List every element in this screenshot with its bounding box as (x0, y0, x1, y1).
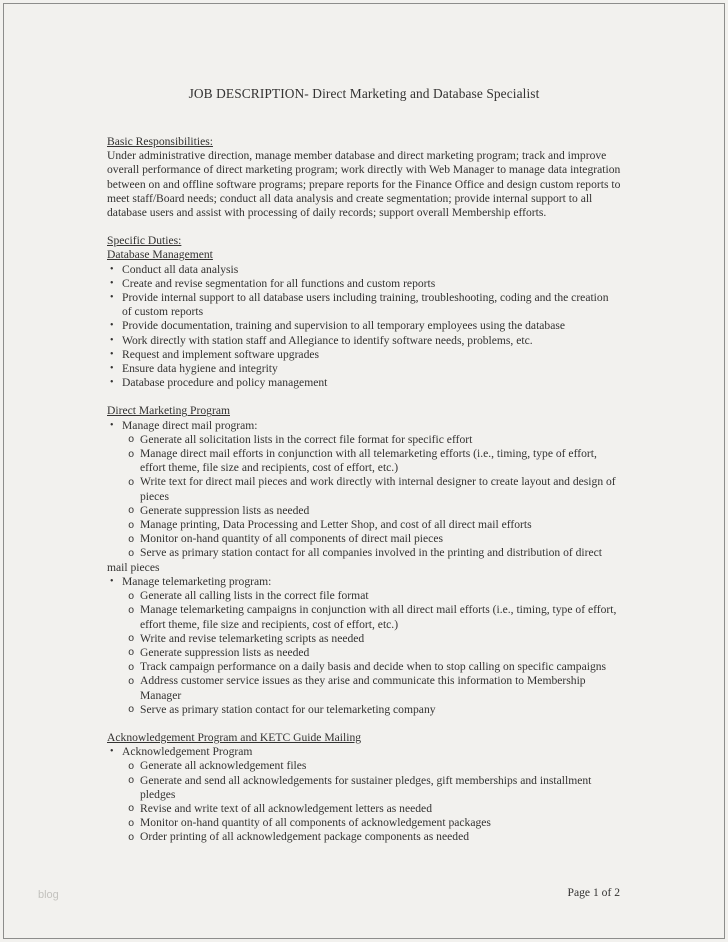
circle-bullet-icon: o (128, 633, 135, 646)
document-content (107, 86, 621, 845)
list-item-text: Acknowledgement Program (122, 745, 253, 759)
list-item (128, 518, 621, 532)
list-item (107, 334, 621, 348)
list-item-text: Database procedure and policy management (122, 376, 328, 390)
circle-bullet-icon: o (128, 476, 135, 489)
list-item-text: Serve as primary station contact for our telemarketing company (140, 702, 436, 716)
circle-bullet-icon: o (128, 817, 135, 830)
list-item-text: Generate all calling lists in the correct file format (140, 589, 369, 603)
section-heading: Specific Duties: (107, 234, 182, 248)
section-heading: Basic Responsibilities: (107, 135, 213, 148)
circle-bullet-icon: o (128, 448, 135, 461)
circle-bullet-icon: o (128, 760, 135, 773)
section (107, 731, 621, 845)
bullet-icon: • (110, 292, 114, 304)
list-item-text: Address customer service issues as they arise and communicate this information to Membership Manager (140, 674, 586, 702)
list-item-text: Manage direct mail program: (122, 418, 258, 432)
list-item (128, 703, 621, 717)
list-item-text: Manage printing, Data Processing and Letter Shop, and cost of all direct mail efforts (140, 518, 532, 532)
circle-bullet-icon: o (128, 803, 135, 816)
list-item (107, 348, 621, 362)
list-item-text: Revise and write text of all acknowledgement letters as needed (140, 801, 432, 815)
bullet-icon: • (110, 348, 114, 360)
bullet-icon: • (110, 277, 114, 289)
section-heading: Direct Marketing Program (107, 404, 230, 418)
list-item (128, 504, 621, 518)
list-item (107, 745, 621, 759)
circle-bullet-icon: o (128, 675, 135, 688)
list-item-text: Manage direct mail efforts in conjunction with all telemarketing efforts (i.e., timing, type of effort, effort theme, file size and recipients, cost of effort, etc.) (140, 447, 597, 475)
list-item-text: Generate and send all acknowledgements for sustainer pledges, gift memberships and installment pledges (140, 773, 592, 801)
list-item (107, 319, 621, 333)
circle-bullet-icon: o (128, 547, 135, 560)
list-item (107, 291, 621, 319)
list-item-text: Work directly with station staff and Allegiance to identify software needs, problems, etc. (122, 333, 533, 347)
section (107, 404, 621, 716)
list-item (107, 362, 621, 376)
circle-bullet-icon: o (128, 647, 135, 660)
list-item (128, 475, 621, 503)
list-item (107, 546, 621, 574)
list-item (128, 447, 621, 475)
list-item-text: Generate suppression lists as needed (140, 503, 310, 517)
page-number: Page 1 of 2 (567, 885, 620, 899)
paragraph: Under administrative direction, manage member database and direct marketing program; track and improve overall performance of direct marketing program; work directly with Web Manager to manage data integration between on and offline software programs; prepare reports for the Finance Office and design custom reports to meet staff/Board needs; conduct all data analysis and create segmentation; provide internal support to all database users and assist with processing of daily records; support overall Membership efforts. (107, 149, 621, 220)
section (107, 234, 621, 390)
list-item (128, 603, 621, 631)
list-item-text: Create and revise segmentation for all functions and custom reports (122, 276, 436, 290)
list-item-text: Generate all acknowledgement files (140, 759, 307, 773)
list-item (128, 646, 621, 660)
list-item-text: Write and revise telemarketing scripts as needed (140, 631, 365, 645)
list-item-text: Track campaign performance on a daily basis and decide when to stop calling on specific campaigns (140, 660, 607, 674)
list-item (128, 759, 621, 773)
bullet-icon: • (110, 263, 114, 275)
list-item (128, 660, 621, 674)
circle-bullet-icon: o (128, 505, 135, 518)
list-item-text: Request and implement software upgrades (122, 347, 320, 361)
list-item (107, 277, 621, 291)
list-item (128, 802, 621, 816)
circle-bullet-icon: o (128, 604, 135, 617)
bullet-icon: • (110, 575, 114, 587)
section-heading: Acknowledgement Program and KETC Guide Mailing (107, 730, 362, 744)
list-item-text: Manage telemarketing program: (122, 574, 272, 588)
list-item-text: Provide documentation, training and supervision to all temporary employees using the database (122, 319, 566, 333)
list-item (128, 674, 621, 702)
list-item (107, 575, 621, 589)
circle-bullet-icon: o (128, 775, 135, 788)
list-item (128, 830, 621, 844)
circle-bullet-icon: o (128, 661, 135, 674)
circle-bullet-icon: o (128, 533, 135, 546)
list-item-text: Manage telemarketing campaigns in conjunction with all direct mail efforts (i.e., timing, type of effort, effort theme, file size and recipients, cost of effort, etc.) (140, 603, 617, 631)
list-item-text: Provide internal support to all database users including training, troubleshooting, coding and the creation of custom reports (122, 291, 609, 319)
list-item-text: Ensure data hygiene and integrity (122, 362, 278, 376)
list-item (107, 419, 621, 433)
list-item (128, 816, 621, 830)
list-item-text: Generate all solicitation lists in the correct file format for specific effort (140, 432, 473, 446)
circle-bullet-icon: o (128, 519, 135, 532)
list-item (128, 774, 621, 802)
bullet-icon: • (110, 334, 114, 346)
section (107, 135, 621, 220)
list-item-text: Conduct all data analysis (122, 262, 239, 276)
document-sections (107, 135, 621, 845)
list-item (128, 532, 621, 546)
list-item-text: Write text for direct mail pieces and work directly with internal designer to create layout and design of pieces (140, 475, 616, 503)
list-item (107, 263, 621, 277)
list-item (128, 589, 621, 603)
bullet-icon: • (110, 320, 114, 332)
bullet-icon: • (110, 363, 114, 375)
circle-bullet-icon: o (128, 434, 135, 447)
watermark-text: blog (38, 888, 59, 901)
list-item-text: Order printing of all acknowledgement package components as needed (140, 830, 470, 844)
list-item-text: Serve as primary station contact for all companies involved in the printing and distribution of direct mail pieces (107, 546, 603, 574)
circle-bullet-icon: o (128, 704, 135, 717)
list-item (128, 433, 621, 447)
bullet-icon: • (110, 746, 114, 758)
list-item-text: Generate suppression lists as needed (140, 645, 310, 659)
document-title: JOB DESCRIPTION- Direct Marketing and Database Specialist (188, 86, 540, 101)
bullet-icon: • (110, 377, 114, 389)
list-item-text: Monitor on-hand quantity of all components of acknowledgement packages (140, 816, 491, 830)
section-heading: Database Management (107, 248, 213, 262)
list-item (107, 376, 621, 390)
list-item (128, 632, 621, 646)
bullet-icon: • (110, 419, 114, 431)
circle-bullet-icon: o (128, 590, 135, 603)
circle-bullet-icon: o (128, 831, 135, 844)
list-item-text: Monitor on-hand quantity of all components of direct mail pieces (140, 532, 443, 546)
